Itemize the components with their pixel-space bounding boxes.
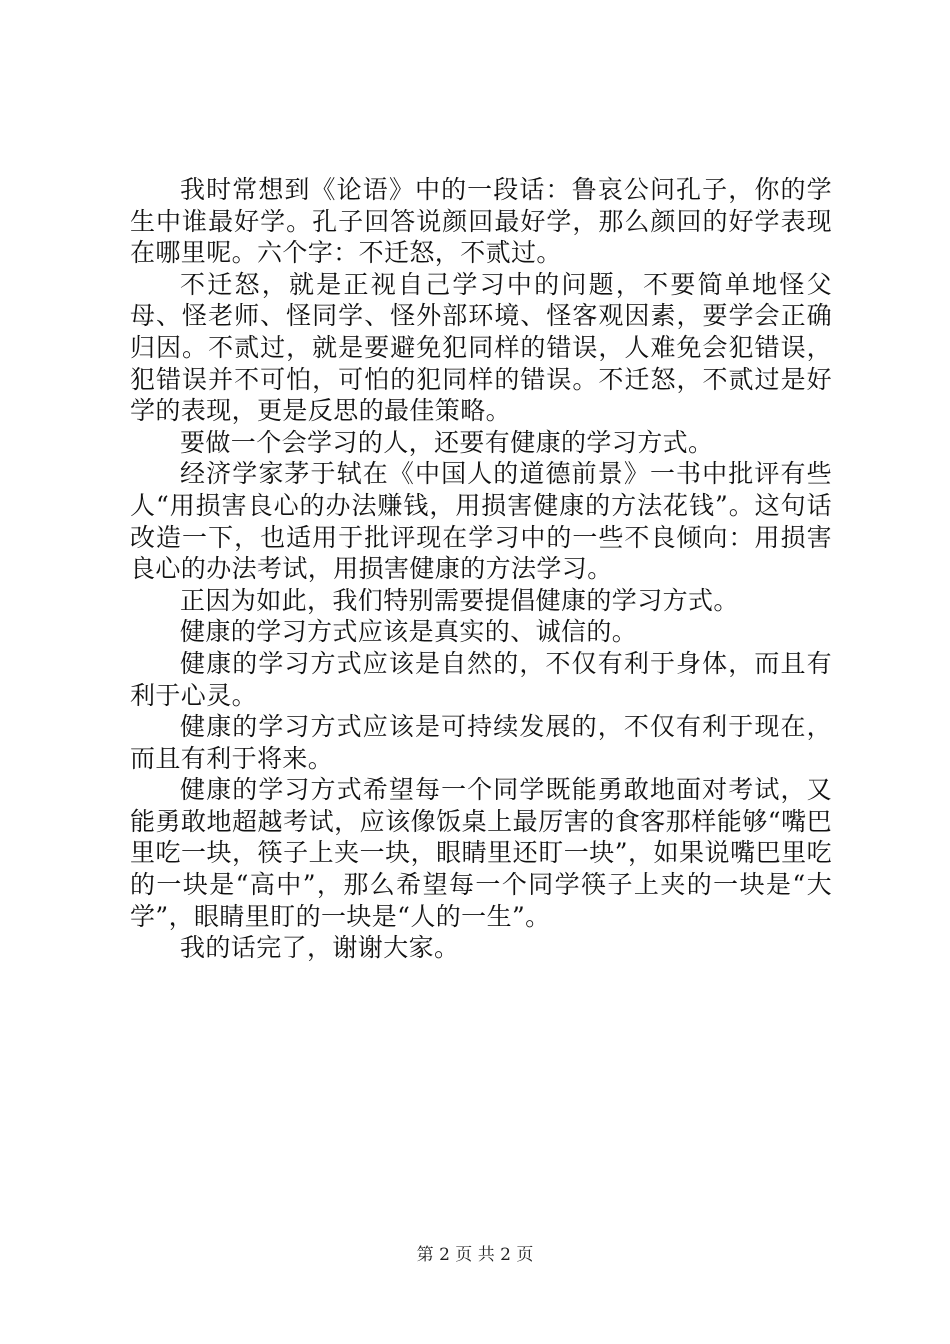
paragraph: 健康的学习方式希望每一个同学既能勇敢地面对考试，又能勇敢地超越考试，应该像饭桌上最厉害的食客那样能够“嘴巴里吃一块，筷子上夹一块，眼睛里还盯一块”，如果说嘴巴里吃的一块是“高中”，那么希望每一个同学筷子上夹的一块是“大学”，眼睛里盯的一块是“人的一生”。 [130,775,832,931]
paragraph: 健康的学习方式应该是可持续发展的，不仅有利于现在，而且有利于将来。 [130,712,832,773]
paragraph: 健康的学习方式应该是真实的、诚信的。 [180,617,638,647]
paragraph: 经济学家茅于轼在《中国人的道德前景》一书中批评有些人“用损害良心的办法赚钱，用损害健康的方法花钱”。这句话改造一下，也适用于批评现在学习中的一些不良倾向：用损害良心的办法考试，用损害健康的方法学习。 [130,459,832,584]
page-number-footer: 第 2 页 共 2 页 [416,1245,534,1265]
paragraph: 正因为如此，我们特别需要提倡健康的学习方式。 [180,585,739,615]
document-body [130,174,832,964]
paragraph: 我时常想到《论语》中的一段话：鲁哀公问孔子，你的学生中谁最好学。孔子回答说颜回最好学，那么颜回的好学表现在哪里呢。六个字：不迁怒，不贰过。 [130,175,832,268]
paragraph: 要做一个会学习的人，还要有健康的学习方式。 [180,427,714,457]
paragraph: 我的话完了，谢谢大家。 [180,933,460,963]
paragraph: 不迁怒，就是正视自己学习中的问题，不要简单地怪父母、怪老师、怪同学、怪外部环境、怪客观因素，要学会正确归因。不贰过，就是要避免犯同样的错误，人难免会犯错误，犯错误并不可怕，可怕的犯同样的错误。不迁怒，不贰过是好学的表现，更是反思的最佳策略。 [130,269,832,426]
paragraph: 健康的学习方式应该是自然的，不仅有利于身体，而且有利于心灵。 [130,648,832,710]
